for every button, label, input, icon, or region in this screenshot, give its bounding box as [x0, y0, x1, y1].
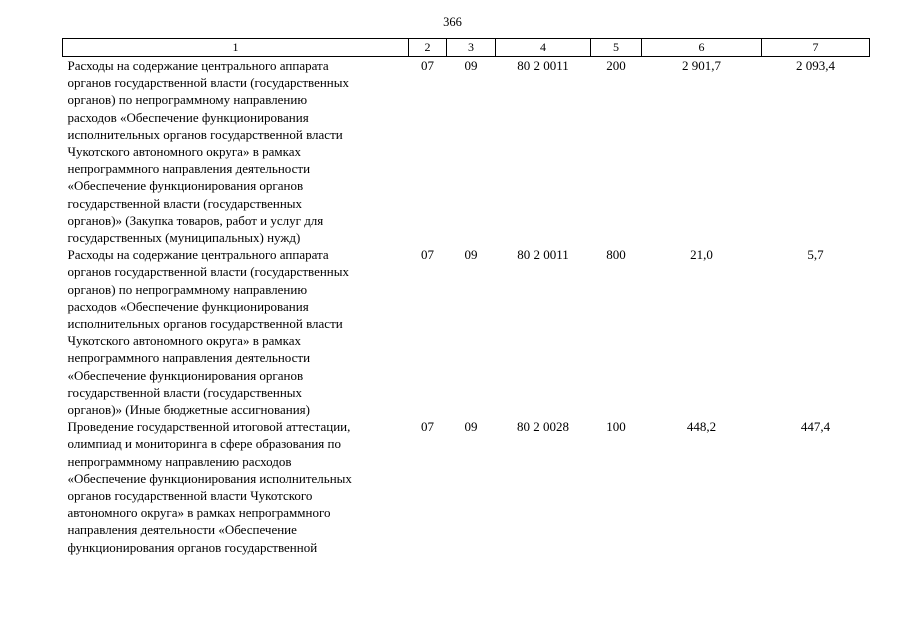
subsection-code: 09 [464, 58, 478, 73]
description-line: государственной власти (государственных [67, 195, 303, 211]
description-line: органов) по непрограммному направлению [67, 92, 308, 108]
amount-col7: 447,4 [800, 419, 831, 435]
description-line: органов)» (Иные бюджетные ассигнования) [67, 402, 310, 418]
description-line: Чукотского автономного округа» в рамках [67, 144, 301, 160]
col-header-2: 2 [409, 39, 447, 57]
row-description [63, 246, 409, 418]
table-row [63, 246, 870, 418]
description-line: автономного округа» в рамках непрограммного [67, 505, 331, 521]
description-line: «Обеспечение функционирования органов [67, 178, 304, 194]
description-line: органов)» (Закупка товаров, работ и услуг для [67, 212, 324, 228]
page-number: 366 [443, 15, 462, 29]
description-line: функционирования органов государственной [67, 539, 318, 555]
amount-col7: 2 093,4 [796, 58, 835, 73]
amount-col6: 2 901,7 [682, 58, 721, 73]
description-line: направления деятельности «Обеспечение [67, 522, 297, 538]
description-line: «Обеспечение функционирования органов [67, 367, 304, 383]
description-line: олимпиад и мониторинга в сфере образования по [67, 436, 341, 452]
description-line: Проведение государственной итоговой аттестации, [67, 419, 351, 435]
description-line: государственной власти (государственных [67, 384, 303, 400]
description-line: Расходы на содержание центрального аппарата [67, 58, 329, 73]
expense-type-code: 100 [606, 419, 626, 435]
budget-table [62, 38, 870, 556]
description-line: непрограммного направления деятельности [67, 350, 311, 366]
expense-type-code: 200 [606, 58, 626, 73]
description-line: Чукотского автономного округа» в рамках [67, 333, 301, 349]
col-header-6: 6 [642, 39, 762, 57]
col-header-7: 7 [762, 39, 870, 57]
description-line: расходов «Обеспечение функционирования [67, 298, 309, 314]
target-article-code: 80 2 0028 [517, 419, 569, 435]
description-line: непрограммного направления деятельности [67, 161, 311, 177]
col-header-5: 5 [591, 39, 642, 57]
expense-type-code: 800 [606, 247, 626, 263]
description-line: Расходы на содержание центрального аппарата [67, 247, 329, 263]
description-line: государственных (муниципальных) нужд) [67, 230, 301, 246]
row-description [63, 57, 409, 247]
amount-col6: 21,0 [690, 247, 713, 263]
col-header-3: 3 [447, 39, 496, 57]
section-code: 07 [421, 58, 434, 73]
description-line: органов государственной власти (государственных [67, 264, 349, 280]
subsection-code: 09 [464, 419, 478, 435]
section-code: 07 [421, 247, 434, 263]
section-code: 07 [421, 419, 434, 435]
row-description [63, 418, 409, 556]
description-line: исполнительных органов государственной власти [67, 316, 343, 332]
description-line: непрограммному направлению расходов [67, 453, 292, 469]
target-article-code: 80 2 0011 [517, 247, 569, 263]
description-line: органов) по непрограммному направлению [67, 281, 308, 297]
description-line: расходов «Обеспечение функционирования [67, 109, 309, 125]
description-line: органов государственной власти (государственных [67, 75, 349, 91]
description-line: «Обеспечение функционирования исполнительных [67, 470, 352, 486]
amount-col6: 448,2 [686, 419, 717, 435]
header-row [63, 39, 870, 57]
subsection-code: 09 [464, 247, 478, 263]
table-row [63, 57, 870, 247]
col-header-4: 4 [496, 39, 591, 57]
target-article-code: 80 2 0011 [517, 58, 569, 73]
col-header-1: 1 [63, 39, 409, 57]
table-row [63, 418, 870, 556]
description-line: органов государственной власти Чукотского [67, 488, 313, 504]
description-line: исполнительных органов государственной власти [67, 126, 343, 142]
amount-col7: 5,7 [807, 247, 824, 263]
